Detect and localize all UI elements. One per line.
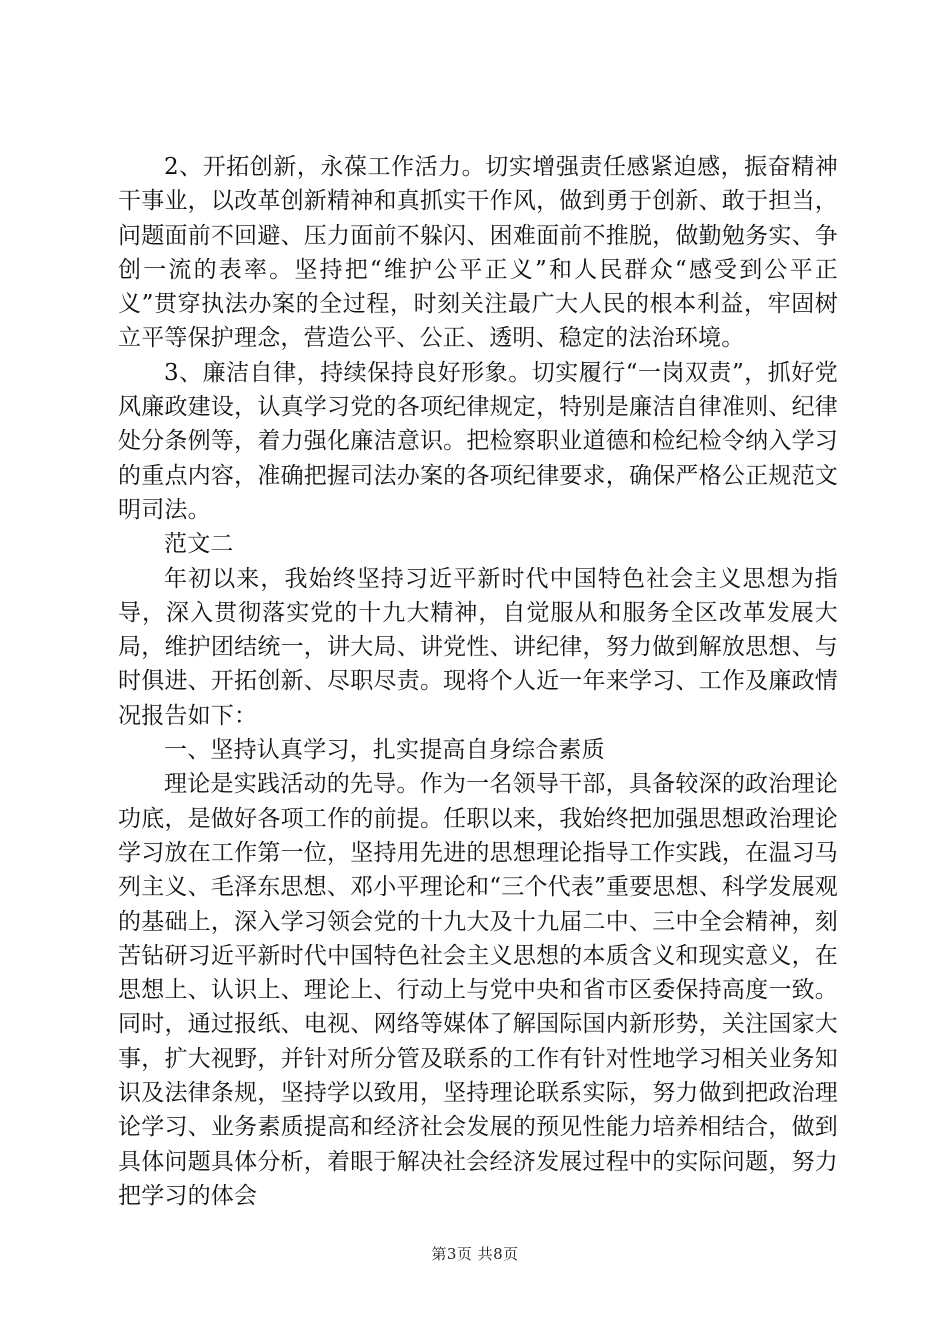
paragraph-intro: 年初以来，我始终坚持习近平新时代中国特色社会主义思想为指导，深入贯彻落实党的十九大精神，自觉服从和服务全区改革发展大局，维护团结统一，讲大局、讲党性、讲纪律，努力做到解放思想、与时俱进、开拓创新、尽职尽责。现将个人近一年来学习、工作及廉政情况报告如下： <box>118 565 838 729</box>
section-heading-sample-two: 范文二 <box>164 531 234 558</box>
section-heading-study: 一、坚持认真学习，扎实提高自身综合素质 <box>164 737 605 764</box>
document-body <box>118 150 838 1213</box>
paragraph-innovation: 2、开拓创新，永葆工作活力。切实增强责任感紧迫感，振奋精神干事业，以改革创新精神和真抓实干作风，做到勇于创新、敢于担当，问题面前不回避、压力面前不躲闪、困难面前不推脱，做勤勉务实、争创一流的表率。坚持把“维护公平正义”和人民群众“感受到公平正义”贯穿执法办案的全过程，时刻关注最广大人民的根本利益，牢固树立平等保护理念，营造公平、公正、透明、稳定的法治环境。 <box>118 154 838 352</box>
paragraph-theory-study: 理论是实践活动的先导。作为一名领导干部，具备较深的政治理论功底，是做好各项工作的前提。任职以来，我始终把加强思想政治理论学习放在工作第一位，坚持用先进的思想理论指导工作实践，在温习马列主义、毛泽东思想、邓小平理论和“三个代表”重要思想、科学发展观的基础上，深入学习领会党的十九大及十九届二中、三中全会精神，刻苦钻研习近平新时代中国特色社会主义思想的本质含义和现实意义，在思想上、认识上、理论上、行动上与党中央和省市区委保持高度一致。同时，通过报纸、电视、网络等媒体了解国际国内新形势，关注国家大事，扩大视野，并针对所分管及联系的工作有针对性地学习相关业务知识及法律条规，坚持学以致用，坚持理论联系实际，努力做到把政治理论学习、业务素质提高和经济社会发展的预见性能力培养相结合，做到具体问题具体分析，着眼于解决社会经济发展过程中的实际问题，努力把学习的体会 <box>118 771 838 1209</box>
paragraph-integrity: 3、廉洁自律，持续保持良好形象。切实履行“一岗双责”，抓好党风廉政建设，认真学习党的各项纪律规定，特别是廉洁自律准则、纪律处分条例等，着力强化廉洁意识。把检察职业道德和检纪检令纳入学习的重点内容，准确把握司法办案的各项纪律要求，确保严格公正规范文明司法。 <box>118 359 838 523</box>
page-number-footer: 第3页 共8页 <box>431 1245 519 1263</box>
